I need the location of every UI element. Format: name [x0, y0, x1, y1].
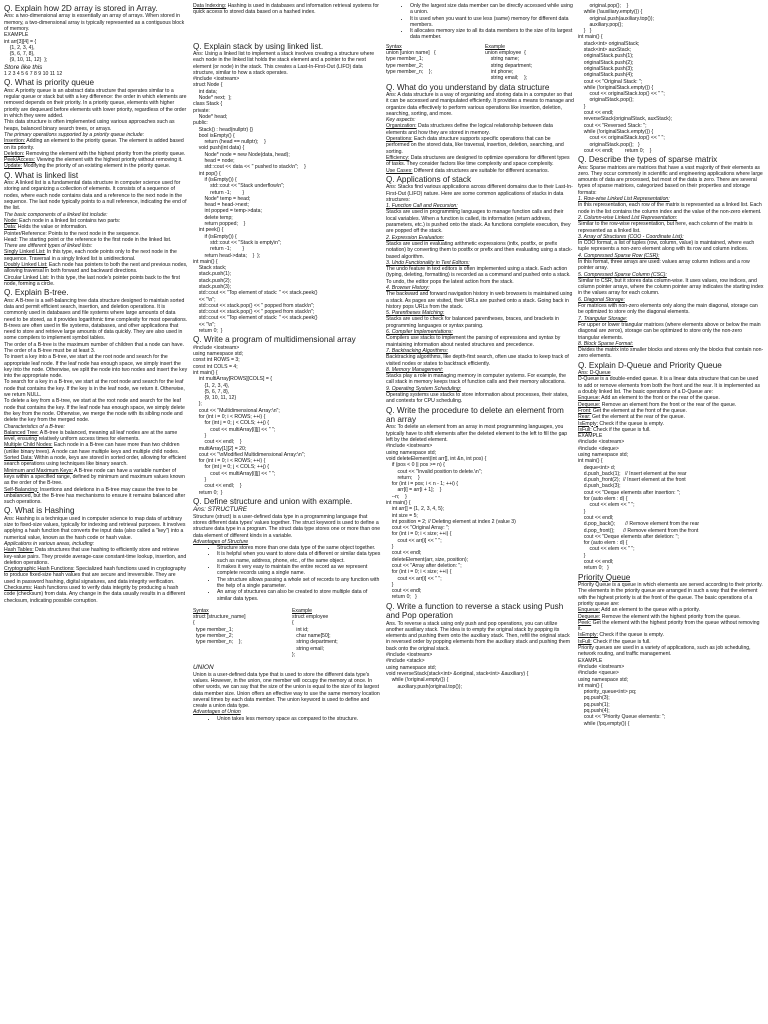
definition-term: Dequeue:	[578, 613, 601, 620]
definition-item	[386, 168, 574, 174]
definition-item	[4, 430, 188, 443]
answer-text: Ans: Hashing is a technique used in computer science to map data of arbitrary size to fixed-size values, typically for indexing and retrieval purposes. It involves applying a hash function that converts the input data (also called a "key") into a numerical value, known as the hash code or hash value.	[4, 515, 187, 541]
definition-text: Data structures are designed to optimize operations for different types of tasks. They consider factors like time complexity and space complexity.	[386, 154, 571, 168]
bullet-item: • Only the largest size data member can be directly accessed while using a union.	[410, 3, 574, 16]
definition-item	[578, 234, 764, 253]
definition-item	[578, 215, 764, 234]
definition-term: 9. Operating System Scheduling:	[386, 385, 462, 392]
definition-text: Each node in a B-tree can have more than two children (unlike binary trees). A node can have multiple keys and multiple child nodes.	[4, 442, 181, 455]
definition-list	[578, 607, 764, 645]
definition-text: Compilers use stacks to implement the parsing of expressions and syntax by maintaining information about nested structures and precedence.	[386, 335, 561, 348]
column-3	[386, 3, 574, 1022]
definition-term: 6. Diagonal Storage:	[578, 296, 625, 303]
definition-text: Add an element to the queue with a priority.	[600, 607, 700, 614]
definition-text: Check if the queue is empty.	[598, 420, 664, 427]
definition-item	[386, 260, 574, 285]
answer-text: Ans: Sparse matrices are matrices that have a vast majority of their elements as zero. They occur commonly in scientific and engineering applications where large amounts of data are processed, but most of the data is zero. There are several types of sparse matrices, categorized based on their properties and storage formats:	[578, 164, 765, 196]
question-heading: Q. What do you understand by data structure	[386, 82, 550, 92]
question-heading: Q. Write a program of multidimensional array	[193, 335, 356, 345]
definition-item	[578, 253, 764, 272]
column-4	[578, 3, 764, 1022]
syntax-label: Syntax	[193, 607, 209, 614]
definition-item	[386, 329, 574, 348]
bullet-item: • Structure stores more than one data type of the same object together.	[217, 545, 381, 551]
syntax-example-pair	[193, 608, 381, 658]
example-label: EXAMPLE	[578, 657, 603, 664]
question-heading: Q. Describe the types of sparse matrix	[578, 155, 718, 165]
definition-term: Circular Linked List:	[4, 274, 50, 281]
definition-term: 2. Column-wise Linked List Representation:	[578, 214, 678, 221]
definition-term: Dequeue:	[578, 401, 601, 408]
definition-term: Checksums:	[4, 585, 33, 592]
definition-text: Check if the queue is empty.	[598, 632, 664, 639]
definition-item	[386, 348, 574, 367]
definition-term: Cryptographic Hash Functions:	[4, 566, 75, 573]
definition-term: Node:	[4, 217, 18, 224]
subheading: Advantages of Structure	[193, 538, 249, 545]
answer-text: Ans. To reverse a stack using only push and pop operations, you can utilize another auxiliary stack. The idea is to empty the original stack by popping its elements and pushing them onto the auxiliary stack. Then, refill the original stack in reversed order by popping elements from the auxiliary stack and pushing them back onto the original stack.	[386, 620, 572, 652]
question-heading: Q. Write the procedure to delete an element from an array	[386, 405, 564, 425]
definition-text: Get the element at the rear of the queue.	[590, 414, 685, 421]
definition-item	[578, 620, 764, 633]
code-block: struct [structure_name] { type member_1; type member_2; type member_n; };	[193, 614, 246, 646]
definition-term: IsEmpty:	[578, 420, 598, 427]
definition-item	[386, 367, 574, 386]
question-heading: Q. Explain B-tree.	[4, 288, 69, 298]
definition-text: Modifying the priority of an existing element in the priority queue.	[22, 163, 171, 170]
question-heading: Q. Explain how 2D array is stored in Array.	[4, 4, 158, 13]
answer-text: Ans: A B-tree is a self-balancing tree data structure designed to maintain sorted data and permit efficient search, insertion, and deletion operations. It is commonly used in databases and file systems where large amounts of data need to be stored, as it provides logarithmic time complexity for most operations. B-trees are often used in file systems, databases, and other applications that need to store and retrieve large amounts of data quickly. They are also used in some compilers to implement symbol tables. The order of a B-tree is the maximum number of children that a node can have. The order of a B-tree must be at least 3. To insert a key into a B-tree, we start at the root node and search for the appropriate leaf node. If the leaf node has enough space, we simply insert the key into the node. Otherwise, we split the node into two nodes and insert the key into the appropriate node. To search for a key in a B-tree, we start at the root node and search for the leaf node that contains the key. If the key is in the leaf node, we return it. Otherwise, we return NULL. To delete a key from a B-tree, we start at the root node and search for the leaf node that contains the key. If the leaf node has enough space, we simply delete the key from the node. Otherwise, we merge the node with its sibling node and delete the key from the merged node.	[4, 297, 188, 424]
bullet-item: • Union takes less memory space as compared to the structure.	[217, 716, 381, 722]
code-block: #include <iostream> using namespace std; void deleteElement(int arr[], int &n, int pos) { if (pos < 0 || pos >= n) { cout << "Invalid position to delete.\n"; return; } for (int i = pos; i < n - 1; ++i) { arr[i] = arr[i + 1]; } --n; } int main() { int arr[] = {1, 2, 3, 4, 5}; int size = 5; int position = 2; // Deleting element at index 2 (value 3) cout << "Original Array: "; for (int i = 0; i < size; ++i) { cout << arr[i] << " "; } cout << endl; deleteElement(arr, size, position); cout << "Array after deletion: "; for (int i = 0; i < size; ++i) { cout << arr[i] << " "; } cout << endl; return 0; }	[386, 443, 516, 601]
definition-item	[4, 138, 188, 151]
code-block: #include <iostream> #include <stack> using namespace std; void reverseStack(stack<int> &original, stack<int> &auxiliary) { while (!original.empty()) { auxiliary.push(original.top());	[386, 652, 529, 690]
question-heading: Q. Define structure and union with example.	[193, 496, 353, 506]
definition-term: Minimum and Maximum Keys:	[4, 467, 73, 474]
definition-item	[578, 341, 764, 360]
subheading: The basic components of a linked list include:	[4, 211, 108, 218]
code-block: union employee { string name; string department; int phone; string email; };	[485, 50, 533, 82]
definition-term: IsEmpty:	[578, 632, 598, 639]
definition-item	[4, 442, 188, 455]
definition-term: Organization:	[386, 123, 417, 130]
definition-text: Operating systems use stacks to store information about processes, their states, and contexts for CPU scheduling.	[386, 392, 569, 405]
question-heading: Q. What is Hashing	[4, 506, 75, 516]
definition-item	[4, 163, 188, 169]
answer-text: Ans: A priority queue is an abstract data structure that operates similar to a regular queue or stack but with a key difference: the order in which elements are removed depends on their priority. In a priority queue, elements with higher priority are dequeued before elements with lower priority, regardless of the order in which they were added. This data structure is often implemented using various approaches such as heaps, balanced binary search trees, or arrays.	[4, 87, 187, 132]
definition-item	[386, 386, 574, 405]
answer-text: Ans: a two-dimensional array is essentially an array of arrays. When stored in memory, a two-dimensional array is typically represented as a contiguous block of memory. EXAMPLE int arr[3][4] = { {1, 2, 3, 4}, {5, 6, 7, 8}, {9, 10, 11, 12} };	[4, 13, 185, 64]
code-block: #include <iostream> struct Node { int data; Node* next; }; class Stack { private: Node* head; public: Stack() : head(nullptr) {} bool isEmpty() { return (head == nullptr); } void push(int data) { Node* node = new Node(data, head); head = node; std::cout << data << " pushed to stack\n"; } int pop() { if (isEmpty()) { std::cout << "Stack underflow\n"; return -1; } Node* temp = head; head = head->next; int popped = temp->data; delete temp; return popped; } int peek() { if (isEmpty()) { std::cout << "Stack is empty\n"; return -1; } return head->data; } }; int main() { Stack stack; stack.push(1); stack.push(2); stack.push(3); std::cout << "Top element of stack: " << stack.peek() << "\n"; std::cout << stack.pop() << " popped from stack\n"; std::cout << stack.pop() << " popped from stack\n"; std::cout << "Top element of stack: " << stack.peek() << "\n"; return 0; }	[193, 76, 318, 335]
definition-text: Backtracking algorithms, like depth-first search, often use stacks to keep track of visited nodes or states to backtrack efficiently.	[386, 354, 569, 367]
code-block: union [union name] { type member_1; type member_2; type member_n; };	[386, 50, 436, 75]
definition-text: For matrices with non-zero elements only along the main diagonal, storage can be optimized to store only the diagonal elements.	[578, 303, 758, 316]
definition-text: Add an element to the front or the rear of the queue.	[600, 395, 720, 402]
bullet-item: • It is used when you want to use less (same) memory for different data members.	[410, 16, 574, 29]
bullet-item: • It makes it very easy to maintain the entire record as we represent complete records using a single name.	[217, 564, 381, 577]
definition-text: Check if the queue is full.	[591, 638, 651, 645]
definition-term: Multiple Child Nodes:	[4, 442, 53, 449]
question-heading: Q. Explain D-Queue and Priority Queue	[578, 360, 722, 370]
code-block: #include <iostream> using namespace std; const int ROWS = 3; const int COLS = 4; int main() { int multiArray[ROWS][COLS] = { {1, 2, 3, 4}, {5, 6, 7, 8}, {9, 10, 11, 12} }; cout << "Multidimensional Array:\n"; for (int i = 0; i < ROWS; ++i) { for (int j = 0; j < COLS; ++j) { cout << multiArray[i][j] << " "; } cout << endl; } multiArray[1][2] = 20; cout << "\nModified Multidimensional Array:\n"; for (int i = 0; i < ROWS; ++i) { for (int j = 0; j < COLS; ++j) { cout << multiArray[i][j] << " "; } cout << endl; } return 0; }	[193, 344, 305, 496]
definition-item	[4, 249, 188, 262]
subheading: Key aspects:	[386, 117, 416, 124]
definition-term: Deletion:	[4, 150, 25, 157]
answer-text: Ans: To delete an element from an array in most programming languages, you typically have to shift elements after the deleted element to the left to fill the gap left by the deleted element.	[386, 424, 569, 444]
definition-text: Data structures that use hashing to efficiently store and retrieve key-value pairs. They provide average-case constant-time lookup, insertion, and deletion operations.	[4, 547, 188, 566]
definition-item	[386, 285, 574, 310]
definition-term: Singly Linked List:	[4, 249, 46, 256]
definition-term: 1. Function Call and Recursion:	[386, 203, 458, 210]
example-label: Example	[485, 43, 506, 50]
answer-text: D-Queue is a double-ended queue. It is a linear data structure that can be used to add or remove elements from both the front and the rear. It is implemented as a doubly linked list. The basic operations of a D-Queue are:	[578, 376, 762, 396]
definition-term: Data:	[4, 224, 17, 231]
subheading: UNION	[193, 664, 214, 672]
definition-text: Check if the queue is full.	[591, 426, 651, 433]
definition-term: IsFull:	[578, 638, 592, 645]
definition-list	[4, 218, 188, 243]
code-block: original.pop(); } while (!auxiliary.empty()) { original.push(auxiliary.top()); auxiliary.pop(); } } int main() { stack<int> originalStack; stack<int> auxStack; originalStack.push(1); originalStack.push(2); originalStack.push(3); originalStack.push(4); cout << "Original Stack: "; while (!originalStack.empty()) { cout << originalStack.top() << " "; originalStack.pop(); } cout << endl; reverseStack(originalStack, auxStack); cout << "Reversed Stack: "; while (!originalStack.empty()) { cout << originalStack.top() << " "; originalStack.pop(); } cout << endl; return 0; }	[578, 3, 673, 154]
subheading: There are different types of linked lists:	[4, 243, 93, 250]
definition-term: Balanced Tree:	[4, 429, 39, 436]
definition-term: Use Cases:	[386, 167, 413, 174]
definition-text: Remove the element with the highest priority from the queue.	[600, 613, 741, 620]
definition-term: Update:	[4, 163, 23, 170]
definition-text: Stacks are used in programming languages to manage function calls and their local variables. When a function is called, its information (return address, parameters, etc.) is pushed onto the stack. As functions complete execution, they are popped off the stack.	[386, 209, 571, 235]
example-label: EXAMPLE	[578, 433, 603, 440]
definition-list	[4, 547, 188, 604]
definition-text: For upper or lower triangular matrices (where elements above or below the main diagonal are zeros), storage can be optimized to store only the non-zero triangular elements.	[578, 321, 761, 341]
definition-item	[578, 196, 764, 215]
definition-term: 8. Memory Management:	[386, 366, 444, 373]
definition-text: Head: The starting point or the reference to the first node in the linked list.	[4, 236, 172, 243]
definition-text: Specialized hash functions used in cryptography to produce fixed-size hash values that are secure and irreversible. They are used in password hashing, digital signatures, and data integrity verification.	[4, 566, 188, 585]
answer-text: Union is a user-defined data type that is used to store the different data type's values. However, in the union, one member will occupy the memory at once. In other words, we can say that the size of the union is equal to the size of its largest data member size. Union offers an effective way to use the same memory location several times by each data member. The union keyword is used to define and create a union data type.	[193, 671, 382, 710]
definition-list	[4, 430, 188, 506]
syntax-label: Syntax	[386, 43, 402, 50]
definition-text: Adding an element to the priority queue. The element is added based on its priority.	[4, 138, 186, 151]
definition-list	[386, 123, 574, 173]
definition-item	[578, 272, 764, 297]
answer-text: Ans: A linked list is a fundamental data structure in computer science used for storing and organizing a collection of elements. It consists of a sequence of nodes, where each node contains data and a reference to the next node in the sequence. The last node typically points to a null reference, indicating the end of the list.	[4, 180, 188, 212]
definition-term: Enqueue:	[578, 607, 601, 614]
definition-term: 5. Compressed Sparse Column (CSC):	[578, 271, 667, 278]
definition-item	[4, 262, 188, 275]
definition-term: Front:	[578, 407, 592, 414]
definition-text: Each node has pointers to both the next and previous nodes, allowing traversal in both forward and backward directions.	[4, 262, 189, 275]
column-1	[4, 3, 188, 1022]
definition-text: Get the element at the front of the queue.	[591, 407, 687, 414]
definition-term: 3. Array of Structures (COO - Coordinate List):	[578, 233, 684, 240]
definition-text: Divides the matrix into smaller blocks and stores only the blocks that contain non-zero elements.	[578, 347, 764, 360]
definition-list	[4, 138, 188, 169]
italic-caption: Store like this	[4, 63, 43, 71]
subheading: The primary operations supported by a priority queue include:	[4, 131, 145, 138]
subheading: Ans: STRUCTURE	[193, 506, 247, 514]
definition-text: In this type, each node points only to the next node in the sequence. Traversal in a singly linked list is unidirectional.	[4, 249, 179, 262]
definition-item	[386, 203, 574, 234]
storage-sequence: 1 2 3 4 5 6 7 8 9 10 11 12	[4, 71, 63, 78]
definition-text: Data structures define the logical relationship between data elements and how they are stored in memory.	[386, 123, 555, 136]
definition-text: Insertions and deletions in a B-tree may cause the tree to be unbalanced, but the B-tree has mechanisms to ensure it remains balanced after such operations.	[4, 486, 187, 506]
definition-item	[386, 155, 574, 168]
answer-text: Structure (struct) is a user-defined data type in a programming language that stores different data types' values together. The struct keyword is used to define a structure data type in a program. The struct data type stores one or more than one data element of different kinds in a variable.	[193, 513, 382, 539]
definition-item	[386, 310, 574, 329]
subheading: Advantages of Union	[193, 709, 241, 716]
definition-text: Similar to the row-wise representation, but here, each column of the matrix is represented as a linked list.	[578, 221, 753, 234]
subheading: Characteristics of a B-tree:	[4, 423, 65, 430]
definition-term: Self-Balancing:	[4, 486, 39, 493]
definition-list	[386, 203, 574, 405]
definition-term: Enqueue:	[578, 395, 601, 402]
definition-text: A B-tree is balanced, meaning all leaf nodes are at the same level, ensuring relatively uniform access times for elements.	[4, 429, 179, 443]
definition-term: 4. Compressed Sparse Row (CSR):	[578, 252, 660, 259]
definition-term: Hash Tables:	[4, 547, 34, 554]
definition-term: 8. Block Sparse Format:	[578, 340, 634, 347]
definition-text: Stacks are used in evaluating arithmetic expressions (infix, postfix, or prefix notation) by converting them to postfix or prefix and then evaluating using a stack-based algorithm.	[386, 240, 573, 260]
bullet-item: • An array of structures can also be created to store multiple data of similar data types.	[217, 589, 381, 602]
definition-term: 1. Row-wise Linked List Representation:	[578, 196, 670, 203]
definition-text: In this format, three arrays are used: values array column indices and a row pointer array.	[578, 258, 750, 272]
question-heading: Q. Applications of stack	[386, 174, 472, 184]
definition-item	[4, 487, 188, 506]
definition-item	[386, 123, 574, 136]
definition-item	[578, 316, 764, 341]
definition-text: Stacks play a role in managing memory in computer systems. For example, the call stack in memory keeps track of function calls and their memory allocations.	[386, 373, 566, 386]
definition-term: Insertion:	[4, 138, 26, 145]
definition-text: In COO format, a list of tuples (row, column, value) is maintained, where each tuple represents a non-zero element along with its row and column indices.	[578, 240, 755, 253]
subheading: Applications in various areas, including:	[4, 541, 95, 547]
definition-text: Remove an element from the front or the rear of the queue.	[600, 401, 737, 408]
definition-text: Within a node, keys are stored in sorted order, allowing for efficient search operations using techniques like binary search.	[4, 455, 188, 468]
definition-text: Stacks are used to check for balanced parentheses, braces, and brackets in programming languages or syntax parsing.	[386, 316, 559, 329]
definition-item	[4, 468, 188, 487]
definition-term: 7. Triangular Storage:	[578, 315, 628, 322]
definition-term: 6. Compiler Implementations:	[386, 329, 453, 336]
bullet-list	[386, 3, 574, 41]
definition-text: Different data structures are suitable for different scenarios.	[412, 167, 549, 174]
definition-text: Removing the element with the highest priority from the priority queue.	[24, 150, 186, 157]
definition-item	[386, 136, 574, 155]
definition-term: Operations:	[386, 136, 413, 143]
definition-item	[4, 455, 188, 468]
question-heading: Q. Explain stack by using linked list.	[193, 41, 324, 51]
definition-text: Each node in a linked list contains two parts:	[17, 217, 121, 224]
definition-text: In this representation, each row of the matrix is represented as a linked list. Each node in the list contains the column index and the value of the non-zero element.	[578, 202, 762, 215]
definition-item: Data Indexing: Hashing is used in databases and information retrieval systems for quick access to stored data based on a hashed index.	[193, 3, 381, 16]
bullet-item: • The structure allows passing a whole set of records to any function with the help of a single parameter.	[217, 577, 381, 590]
definition-term: Sorted Data:	[4, 455, 33, 462]
definition-item	[4, 275, 188, 288]
definition-list	[4, 249, 188, 287]
definition-text: Pointer/Reference: Points to the next node in the sequence.	[4, 230, 141, 237]
bullet-item: • It is helpful when you want to store data of different or similar data types such as name, address, phone, etc., of the same object.	[217, 551, 381, 564]
definition-term: 3. Undo Functionality in Text Editors:	[386, 259, 470, 266]
definition-term: IsFull:	[578, 426, 592, 433]
answer-text: Priority Queue is a queue in which elements are served according to their priority. The elements in the priority queue are arranged in such a way that the element with the highest priority is at the front of the queue. The basic operations of a priority queue are:	[578, 582, 765, 607]
definition-term: 2. Expression Evaluation:	[386, 234, 445, 241]
definition-item	[578, 297, 764, 316]
definition-text: A B-tree node can have a variable number of keys within a specified range, defined by minimum and maximum values known as the order of the B-tree.	[4, 467, 187, 487]
code-block: #include <iostream> #include <deque> using namespace std; int main() { deque<int> d; d.push_back(1); // Insert element at the rear d.push_front(2); // Insert element at the front d.push_back(3); cout << "Deque elements after insertion: "; for (auto elem : d) { cout << elem << " "; } cout << endl; d.pop_back(); // Remove element from the rear d.pop_front(); // Remove element from the front cout << "Deque elements after deletion: "; for (auto elem : d) { cout << elem << " "; } cout << endl; return 0; }	[578, 439, 700, 572]
definition-term: 5. Parentheses Matching:	[386, 310, 445, 317]
definition-text: Get the element with the highest priority from the queue without removing it.	[578, 619, 761, 633]
definition-list	[578, 196, 764, 360]
bullet-list	[193, 545, 381, 602]
definition-text: In this type, the last node's pointer points back to the first node, forming a circle.	[4, 274, 182, 287]
definition-text: Hash functions used to verify data integrity by producing a hash code (checksum) from data. Any change in the data usually results in a different checksum, indicating possible corruption.	[4, 585, 187, 604]
definition-item	[4, 547, 188, 566]
subheading: Ans: D-Queue	[578, 370, 611, 377]
code-block: struct employee { int id; char name[50]; string department; string email; };	[292, 614, 338, 658]
answer-text: Ans: A data structure is a way of organizing and storing data in a computer so that it can be accessed and manipulated efficiently. It provides a means to manage and organize data effectively to perform various operations like insertion, deletion, searching, sorting, and more.	[386, 91, 576, 117]
bullet-list	[193, 716, 381, 722]
definition-term: Peek:	[578, 619, 592, 626]
definition-term: Doubly Linked List:	[4, 262, 48, 269]
definition-text: Holds the value or information.	[16, 224, 88, 231]
definition-text: The backward and forward navigation history in web browsers is maintained using a stack. As pages are visited, their URLs are pushed onto a stack. Going back in history pops URLs from the stack.	[386, 291, 573, 310]
definition-term: 7. Backtracking Algorithms:	[386, 347, 449, 354]
definition-term: 4. Browser History:	[386, 284, 430, 291]
definition-item	[4, 566, 188, 585]
definition-term: Peek/Access:	[4, 157, 36, 164]
bullet-item: • It allocates memory size to all its data members to the size of its largest data member.	[410, 28, 574, 41]
question-heading: Q. What is linked list	[4, 170, 79, 180]
code-block: #include <iostream> #include <queue> using namespace std; int main() { priority_queue<int> pq; pq.push(3); pq.push(1); pq.push(4); cout << "Priority Queue elements: "; while (!pq.empty()) {	[578, 663, 666, 727]
answer-text: Ans: Using a linked list to implement a stack involves creating a structure where each node in the linked list holds the stack element and a pointer to the next element (or node) in the stack. This creates a Last-In-First-Out (LIFO) data structure, similar to how a stack operates.	[193, 51, 376, 76]
syntax-example-pair	[386, 44, 574, 82]
definition-term: Efficiency:	[386, 154, 410, 161]
answer-text: Priority queues are used in a variety of applications, such as job scheduling, network routing, and traffic management.	[578, 645, 753, 658]
question-heading: Q. What is priority queue	[4, 78, 95, 88]
definition-text: Viewing the element with the highest priority without removing it.	[35, 157, 183, 164]
definition-text: Similar to CSR, but it stores data column-wise. It uses values, row indices, and column pointer arrays, where the column pointer array indicates the starting index in the values array for each column.	[578, 277, 764, 297]
definition-item	[386, 235, 574, 260]
answer-text: Ans: Stacks find various applications across different domains due to their Last-In-First-Out (LIFO) nature. Here are some common applications of stacks in data structures:	[386, 184, 573, 203]
question-heading: Q. Write a function to reverse a stack using Push and Pop operation	[386, 601, 564, 621]
column-2	[193, 3, 381, 1022]
definition-term: Rear:	[578, 414, 591, 421]
subheading: Priority Queue	[578, 572, 631, 582]
definition-list	[578, 395, 764, 433]
definition-text: The undo feature in text editors is often implemented using a stack. Each action (typing, deleting, formatting) is recorded as a command and pushed onto a stack. To undo, the editor pops the latest action from the stack.	[386, 266, 571, 285]
definition-text: Each data structure supports specific operations that can be performed on the stored data, like traversal, insertion, deletion, searching, and sorting.	[386, 136, 566, 155]
definition-item	[4, 585, 188, 604]
example-label: Example	[292, 607, 313, 614]
